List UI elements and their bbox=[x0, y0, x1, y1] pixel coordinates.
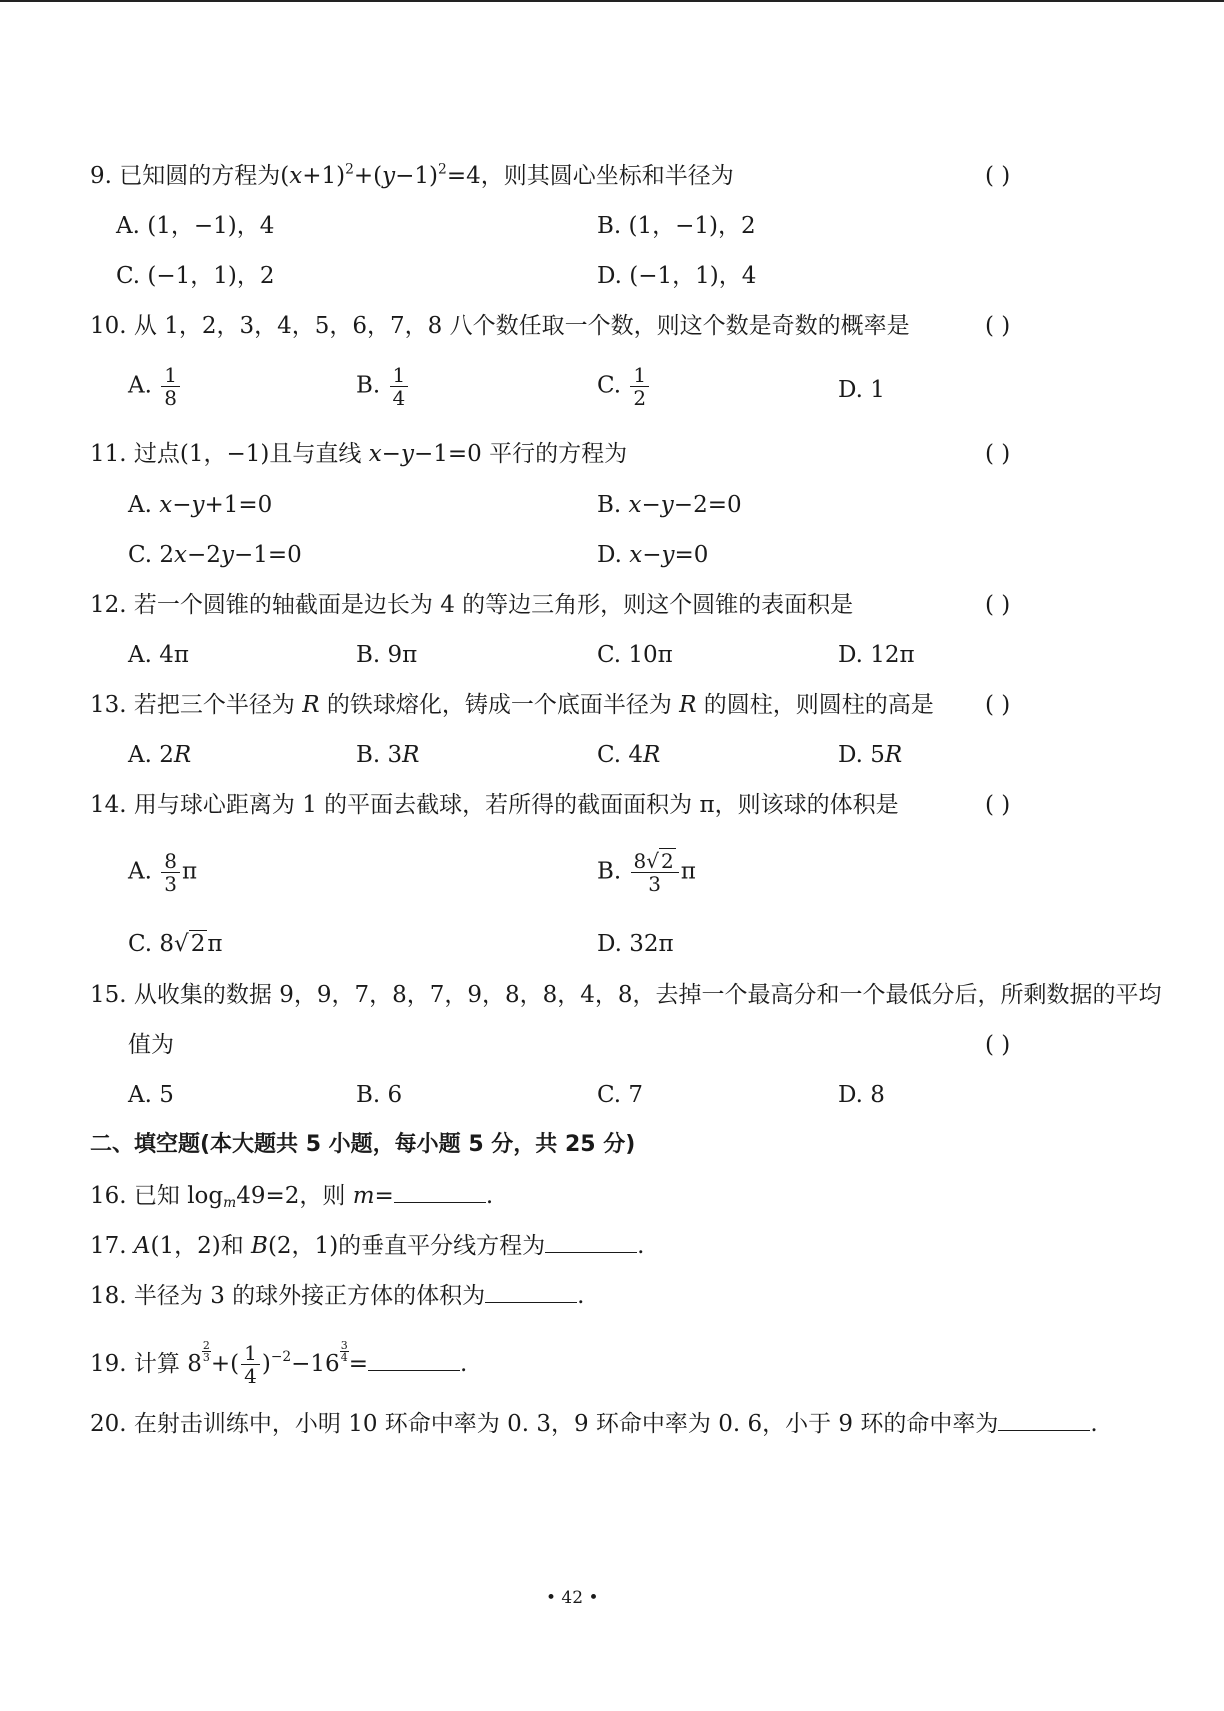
question-15-option-d: D. 8 bbox=[838, 1082, 885, 1108]
question-19-label: 19. 计算 bbox=[90, 1350, 188, 1377]
top-border-line bbox=[0, 0, 1224, 2]
question-10-answer-paren: ( ) bbox=[985, 313, 1011, 339]
question-17: 17. A(1，2)和 B(2，1)的垂直平分线方程为 . bbox=[90, 1230, 644, 1261]
question-11-option-b: B. x−y−2=0 bbox=[597, 492, 742, 518]
question-19: 19. 计算 8 $\frac{2}{3}$ +( $\frac{1}{4}$ )$^{-2}$−16 $\frac{3}{4}$ = . bbox=[90, 1339, 468, 1389]
question-10: 10. 从 1，2，3，4，5，6，7，8 八个数任取一个数，则这个数是奇数的概率是 bbox=[90, 313, 910, 339]
page-number: • 42 • bbox=[546, 1588, 599, 1608]
question-12-option-c: C. 10π bbox=[597, 642, 673, 668]
question-15-option-b: B. 6 bbox=[356, 1082, 403, 1108]
answer-blank[interactable] bbox=[998, 1408, 1090, 1431]
question-13-option-a: A. 2R bbox=[128, 742, 192, 768]
question-9-label: 9. 已知圆的方程为 bbox=[90, 163, 281, 189]
question-15-continuation: 值为 bbox=[128, 1032, 174, 1058]
question-11-option-c: C. 2x−2y−1=0 bbox=[128, 542, 302, 568]
question-11 bbox=[90, 439, 627, 469]
fraction: $\frac{1}{8}$ bbox=[161, 364, 180, 409]
question-12-answer-paren: ( ) bbox=[985, 592, 1011, 618]
question-12-option-a: A. 4π bbox=[128, 642, 189, 668]
question-9-option-d: D. (−1，1)，4 bbox=[597, 263, 757, 289]
question-11-option-d: D. x−y=0 bbox=[597, 542, 709, 568]
question-18-text: 18. 半径为 3 的球外接正方体的体积为 bbox=[90, 1283, 486, 1309]
question-11-label: 11. 过点(1，−1)且与直线 bbox=[90, 441, 369, 467]
answer-blank[interactable] bbox=[368, 1348, 460, 1371]
question-17-tail: 的垂直平分线方程为 bbox=[338, 1233, 546, 1259]
question-12-option-d: D. 12π bbox=[838, 642, 915, 668]
exponent-fraction: $\frac{3}{4}$ bbox=[340, 1339, 348, 1364]
question-14-option-a: A. $\frac{8}{3}$ π bbox=[128, 849, 198, 896]
answer-blank[interactable] bbox=[485, 1280, 577, 1303]
question-12: 12. 若一个圆锥的轴截面是边长为 4 的等边三角形，则这个圆锥的表面积是 bbox=[90, 592, 854, 618]
question-11-answer-paren: ( ) bbox=[985, 441, 1011, 467]
question-9 bbox=[90, 161, 734, 191]
question-10-option-a: A. $\frac{1}{8}$ bbox=[128, 364, 182, 409]
question-20: 20. 在射击训练中，小明 10 环命中率为 0. 3，9 环命中率为 0. 6，小于 9 环的命中率为 . bbox=[90, 1408, 1098, 1439]
question-14-option-c: C. 8√2π bbox=[128, 931, 223, 957]
question-16-label: 16. 已知 bbox=[90, 1183, 188, 1209]
question-11-line-equation: x−y−1=0 bbox=[368, 441, 482, 467]
question-16: 16. 已知 $\log_m49=2$，则 m= . bbox=[90, 1180, 493, 1211]
question-20-text: 20. 在射击训练中，小明 10 环命中率为 0. 3，9 环命中率为 0. 6，小于 9 环的命中率为 bbox=[90, 1411, 999, 1437]
question-10-option-b: B. $\frac{1}{4}$ bbox=[356, 364, 410, 409]
question-11-option-a: A. x−y+1=0 bbox=[128, 492, 273, 518]
fraction: $\frac{1}{4}$ bbox=[390, 364, 409, 409]
question-12-option-b: B. 9π bbox=[356, 642, 418, 668]
question-9-answer-paren: ( ) bbox=[985, 163, 1011, 189]
question-14-option-b: B. $\frac{8√ 2}{3}$ π bbox=[597, 849, 696, 896]
question-13-option-b: B. 3R bbox=[356, 742, 420, 768]
question-9-option-c: C. (−1，1)，2 bbox=[116, 263, 275, 289]
answer-blank[interactable] bbox=[394, 1180, 486, 1203]
fraction: $\frac{1}{2}$ bbox=[630, 364, 649, 409]
question-11-tail: 平行的方程为 bbox=[481, 441, 628, 467]
question-18: 18. 半径为 3 的球外接正方体的体积为 . bbox=[90, 1280, 584, 1311]
question-10-option-d: D. 1 bbox=[838, 377, 885, 403]
question-13-option-d: D. 5R bbox=[838, 742, 903, 768]
question-14-option-d: D. 32π bbox=[597, 931, 674, 957]
question-13-answer-paren: ( ) bbox=[985, 692, 1011, 718]
question-13-option-c: C. 4R bbox=[597, 742, 661, 768]
fraction: $\frac{8}{3}$ bbox=[161, 850, 180, 895]
question-15-answer-paren: ( ) bbox=[985, 1032, 1011, 1058]
fraction: $\frac{8√ 2}{3}$ bbox=[631, 850, 679, 895]
section-2-heading: 二、填空题(本大题共 5 小题，每小题 5 分，共 25 分) bbox=[90, 1132, 636, 1157]
question-13: 13. 若把三个半径为 R 的铁球熔化，铸成一个底面半径为 R 的圆柱，则圆柱的高是 bbox=[90, 692, 934, 718]
question-14-answer-paren: ( ) bbox=[985, 792, 1011, 818]
question-15: 15. 从收集的数据 9，9，7，8，7，9，8，8，4，8，去掉一个最高分和一个最低分后，所剩数据的平均 bbox=[90, 982, 1162, 1008]
question-14: 14. 用与球心距离为 1 的平面去截球，若所得的截面面积为 π，则该球的体积是 bbox=[90, 792, 899, 818]
answer-blank[interactable] bbox=[545, 1230, 637, 1253]
question-15-option-c: C. 7 bbox=[597, 1082, 644, 1108]
question-9-option-b: B. (1，−1)，2 bbox=[597, 213, 756, 239]
question-9-equation: $(x+1)^2+(y-1)^2=4$ bbox=[280, 161, 481, 189]
question-9-tail: ，则其圆心坐标和半径为 bbox=[480, 163, 734, 189]
question-9-option-a: A. (1，−1)，4 bbox=[116, 213, 275, 239]
question-10-option-c: C. $\frac{1}{2}$ bbox=[597, 364, 651, 409]
question-15-option-a: A. 5 bbox=[128, 1082, 174, 1108]
exponent-fraction: $\frac{2}{3}$ bbox=[202, 1339, 210, 1364]
fraction: $\frac{1}{4}$ bbox=[241, 1342, 260, 1387]
